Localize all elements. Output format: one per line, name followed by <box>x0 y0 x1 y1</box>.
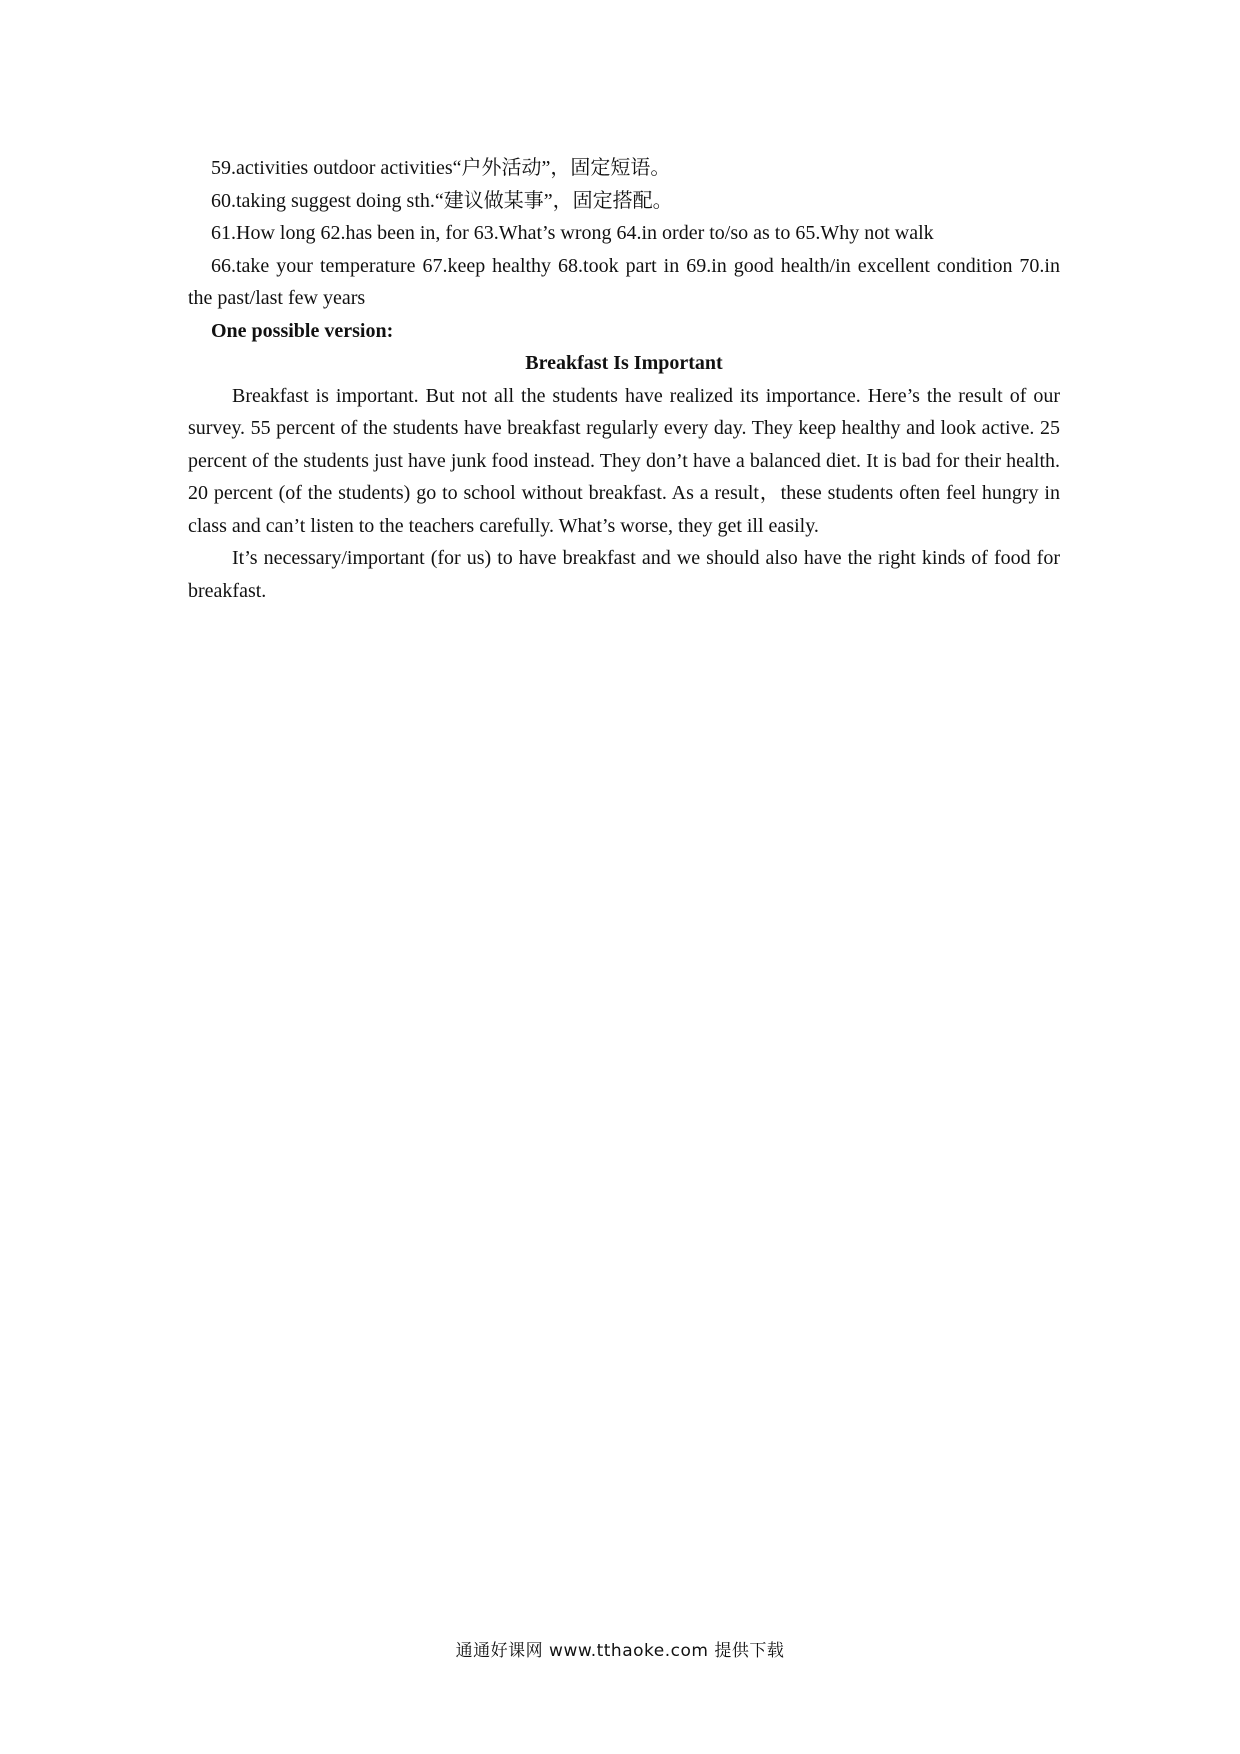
answer-line-60: 60.taking suggest doing sth.“建议做某事”，固定搭配。 <box>211 189 673 212</box>
page-content <box>188 152 1060 607</box>
essay-heading: One possible version: <box>211 319 394 342</box>
essay-title: Breakfast Is Important <box>525 352 723 374</box>
answer-line-66-70: 66.take your temperature 67.keep healthy 68.took part in 69.in good health/in excellent condition 70.in the past/last few years <box>188 254 1060 309</box>
essay-paragraph-1: Breakfast is important. But not all the students have realized its importance. Here’s the result of our survey. 55 percent of the students have breakfast regularly every day. They keep healthy and look active. 25 percent of the students just have junk food instead. They don’t have a balanced diet. It is bad for their health. 20 percent (of the students) go to school without breakfast. As a result，these students often feel hungry in class and can’t listen to the teachers carefully. What’s worse, they get ill easily. <box>188 384 1060 537</box>
page-footer: 通通好课网 www.tthaoke.com 提供下载 <box>455 1641 785 1661</box>
essay-paragraph-2: It’s necessary/important (for us) to have breakfast and we should also have the right kinds of food for breakfast. <box>188 547 1060 602</box>
answer-line-61-65: 61.How long 62.has been in, for 63.What’s wrong 64.in order to/so as to 65.Why not walk <box>211 222 934 244</box>
answer-line-59: 59.activities outdoor activities“户外活动”，固定短语。 <box>211 157 671 179</box>
